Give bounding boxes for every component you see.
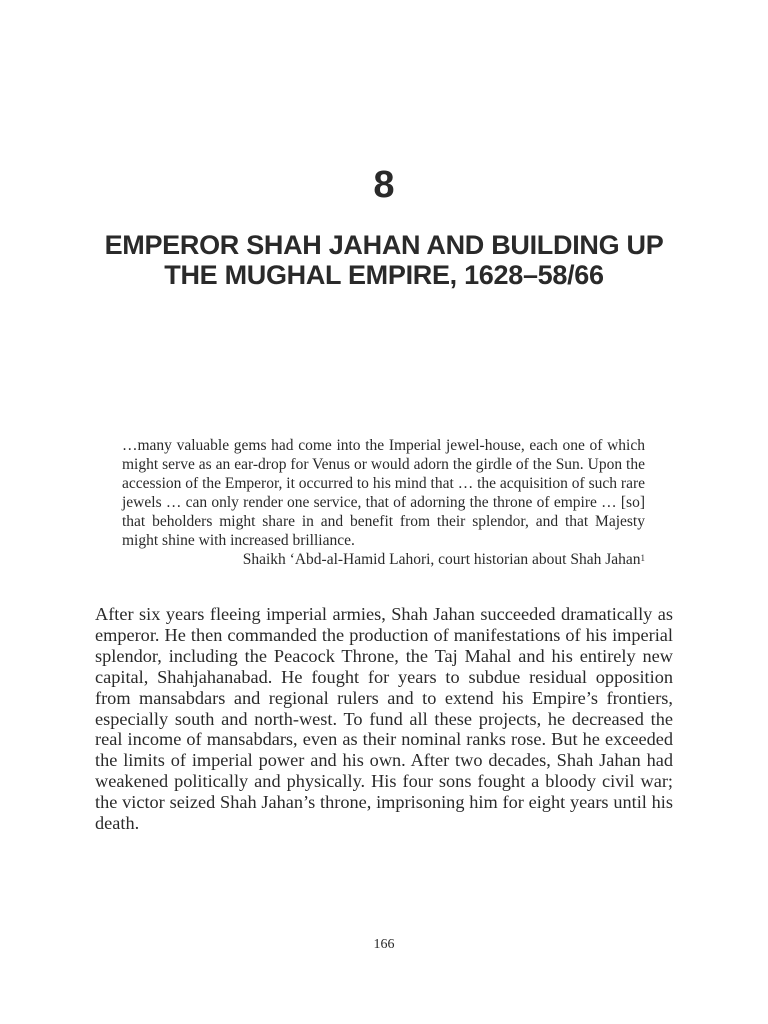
body-paragraph: After six years fleeing imperial armies, Shah Jahan succeeded dramatically as emperor. He then commanded the production of manifestations of his imperial splendor, including the Peacock Throne, the Taj Mahal and his entirely new capital, Shahjahanabad. He fought for years to subdue residual opposition from mansabdars and regional rulers and to extend his Empire’s frontiers, especially south and north-west. To fund all these projects, he decreased the real income of mansabdars, even as their nominal ranks rose. But he exceeded the limits of imperial power and his own. After two decades, Shah Jahan had weakened politically and physically. His four sons fought a bloody civil war; the victor seized Shah Jahan’s throne, imprisoning him for eight years until his death. (95, 604, 673, 834)
chapter-title (60, 230, 708, 290)
epigraph-attribution (122, 550, 645, 569)
chapter-title-line-1: EMPEROR SHAH JAHAN AND BUILDING UP (104, 230, 664, 260)
epigraph-quote: …many valuable gems had come into the Imperial jewel-house, each one of which might serve as an ear-drop for Venus or would adorn the girdle of the Sun. Upon the accession of the Emperor, it occurred to his mind that … the acquisition of such rare jewels … can only render one service, that of adorning the throne of empire … [so] that beholders might share in and benefit from their splendor, and that Majesty might shine with increased brilliance. (122, 437, 645, 549)
chapter-title-line-2: THE MUGHAL EMPIRE, 1628–58/66 (164, 260, 604, 290)
footnote-marker: 1 (640, 553, 645, 563)
chapter-number: 8 (373, 164, 395, 206)
epigraph-attribution-text: Shaikh ‘Abd-al-Hamid Lahori, court historian about Shah Jahan (242, 551, 641, 568)
page-number: 166 (373, 937, 395, 952)
epigraph (122, 436, 645, 569)
